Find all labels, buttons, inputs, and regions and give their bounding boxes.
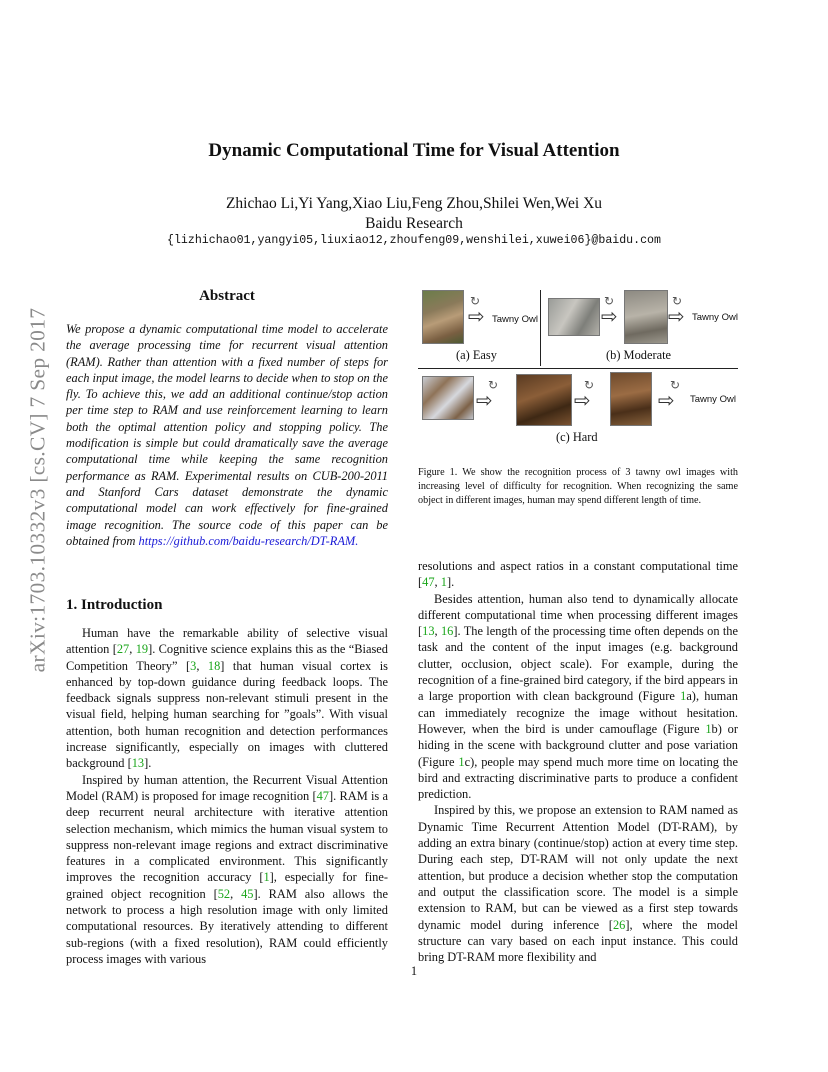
abstract-heading: Abstract [199,288,255,304]
owl-photo-moderate-1 [548,298,600,336]
intro-paragraph-2: Inspired by human attention, the Recurrent Visual Attention Model (RAM) is proposed for image recognition [47]. RAM is a deep recurrent neural architecture with iterative attention selection mechanism, which mimics the human visual system to suppress non-relevant image regions and extract discriminative features in a complicated environment. This significantly improves the recognition accuracy [1], especially for fine-grained object recognition [52, 45]. RAM also allows the network to process a high resolution image with only limited computational resources. By iteratively attending to different sub-regions (with a fixed resolution), RAM could efficiently process images with various [66,772,388,966]
citation-link[interactable]: 1 [263,870,270,885]
subfigure-label-hard: (c) Hard [556,430,598,444]
output-label: Tawny Owl [690,394,736,405]
owl-photo-hard-2 [516,374,572,426]
arrow-icon: ⇨ [476,388,493,412]
citation-link[interactable]: 45 [241,886,254,901]
paper-title: Dynamic Computational Time for Visual Attention [208,140,620,161]
right-paragraph-0: resolutions and aspect ratios in a constant computational time [47, 1]. [418,559,738,590]
recurrent-step-icon: ↻ [470,294,481,308]
output-label: Tawny Owl [692,312,738,323]
figure-1-caption: Figure 1. We show the recognition process of 3 tawny owl images with increasing level of difficulty for recognition. When recognizing the same object in different images, human may spend different length of time. [418,467,738,506]
intro-paragraph-1: Human have the remarkable ability of selective visual attention [27, 19]. Cognitive science explains this as the “Biased Competition Theory” [3, 18] that human visual cortex is enhanced by top-down guidance during feedback loops. The feedback signals suppress non-relevant stimuli present in the visual field, helping human searching for ”goals”. With visual attention, both human recognition and detection performances increase significantly, especially on images with cluttered background [13]. [66,626,388,771]
affiliation: Baidu Research [365,215,463,232]
owl-photo-easy [422,290,464,344]
right-paragraph-2: Inspired by this, we propose an extension to RAM named as Dynamic Time Recurrent Attention Model (DT-RAM), by adding an extra binary (continue/stop) action at every time step. During each step, DT-RAM will not only update the next attention, but produce a decision whether stop the computation and output the classification score. The model is a simple extension to RAM, but can be viewed as a first step towards dynamic model during inference [26], where the model structure can vary based on each input instance. This could bring DT-RAM more flexibility and [418,803,738,965]
citation-link[interactable]: 13 [422,624,435,639]
owl-photo-hard-1 [422,376,474,420]
abstract-body [66,321,388,549]
author-emails: {lizhichao01,yangyi05,liuxiao12,zhoufeng09,wenshilei,xuwei06}@baidu.com [167,234,661,247]
citation-link[interactable]: 52 [217,886,231,901]
citation-link[interactable]: 47 [422,575,435,590]
page-number: 1 [410,964,418,978]
right-column-body [418,558,738,965]
citation-link[interactable]: 27 [116,642,130,657]
introduction-heading: 1. Introduction [66,597,163,613]
right-paragraph-1: Besides attention, human also tend to dynamically allocate different computational time when processing different images [13, 16]. The length of the processing time often depends on the task and the content of the input images (e.g. background clutter, occlusion, object scale). For example, during the recognition of a fine-grained bird category, if the bird appears in a large proportion with clean background (Figure 1a), human can immediately recognize the image without hesitation. However, when the bird is under camouflage (Figure 1b) or hiding in the scene with background clutter and pose variation (Figure 1c), people may spend much more time on locating the bird and extracting discriminative parts to produce a confident prediction. [418,591,738,802]
citation-link[interactable]: 13 [131,756,145,771]
author-list: Zhichao Li,Yi Yang,Xiao Liu,Feng Zhou,Shilei Wen,Wei Xu [225,195,603,212]
citation-link[interactable]: 18 [207,658,221,673]
arrow-icon: ⇨ [668,304,685,328]
figure-divider [540,290,541,366]
arrow-icon: ⇨ [468,304,485,328]
citation-link[interactable]: 47 [316,788,329,803]
arrow-icon: ⇨ [601,304,618,328]
arrow-icon: ⇨ [574,388,591,412]
arrow-icon: ⇨ [658,388,675,412]
recurrent-step-icon: ↻ [672,294,683,308]
recurrent-step-icon: ↻ [488,378,499,392]
output-label: Tawny Owl [492,314,538,325]
citation-link[interactable]: 26 [612,917,626,932]
arxiv-stamp: arXiv:1703.10332v3 [cs.CV] 7 Sep 2017 [25,307,50,673]
author-block [0,194,828,234]
owl-photo-moderate-2 [624,290,668,344]
recurrent-step-icon: ↻ [670,378,681,392]
recurrent-step-icon: ↻ [604,294,615,308]
owl-photo-hard-3 [610,372,652,426]
introduction-body [66,625,388,967]
subfigure-label-easy: (a) Easy [456,348,497,362]
figure-1 [418,284,738,454]
figure-divider [418,368,738,369]
subfigure-label-moderate: (b) Moderate [606,348,672,362]
abstract-text: We propose a dynamic computational time model to accelerate the average processing time for recurrent visual attention (RAM). Rather than attention with a fixed number of steps for each input image, the model learns to decide when to stop on the fly. To achieve this, we add an additional continue/stop action per time step to RAM and use reinforcement learning to learn both the optimal attention policy and stopping policy. The modification is simple but could dramatically save the average computational time while keeping the same recognition performance as RAM. Experimental results on CUB-200-2011 and Stanford Cars dataset demonstrate the dynamic computational model can work effectively for fine-grained image recognition. The source code of this paper can be obtained from [66,322,388,548]
figure-ref-link[interactable]: 1 [705,721,712,736]
citation-link[interactable]: 16 [440,624,454,639]
figure-ref-link[interactable]: 1 [680,689,687,704]
citation-link[interactable]: 3 [190,658,197,673]
figure-ref-link[interactable]: 1 [458,754,465,769]
citation-link[interactable]: 1 [440,575,447,590]
source-code-link[interactable]: https://github.com/baidu-research/DT-RAM. [138,533,359,548]
recurrent-step-icon: ↻ [584,378,595,392]
citation-link[interactable]: 19 [135,642,149,657]
